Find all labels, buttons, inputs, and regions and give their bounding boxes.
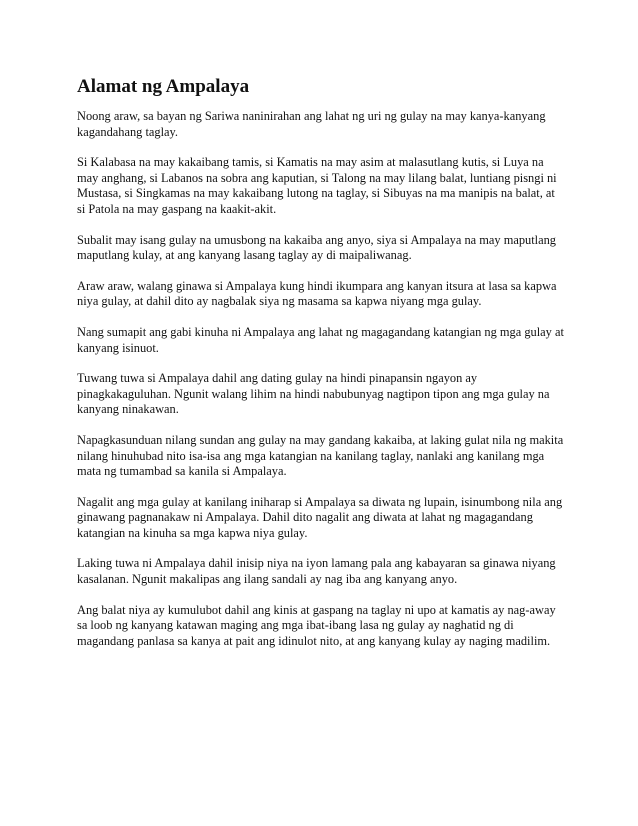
paragraph-10: Ang balat niya ay kumulubot dahil ang kinis at gaspang na taglay ni upo at kamatis ay nag-away sa loob ng kanyang katawan maging ang mga ibat-ibang lasa ng gulay ay naghatid ng di magandang panlasa sa kanya at pait ang idinulot nito, at ang kanyang kulay ay naging madilim. [77, 602, 556, 648]
paragraph-5: Nang sumapit ang gabi kinuha ni Ampalaya ang lahat ng magagandang katangian ng mga gulay at kanyang isinuot. [77, 324, 564, 355]
paragraph-7: Napagkasunduan nilang sundan ang gulay na may gandang kakaiba, at laking gulat nila ng makita nilang hinuhubad nito isa-isa ang mga katangian na kanilang taglay, nanlaki ang kanilang mga mata ng tumambad sa kanila si Ampalaya. [77, 432, 564, 479]
paragraph-4: Araw araw, walang ginawa si Ampalaya kung hindi ikumpara ang kanyan itsura at lasa sa kapwa niya gulay, at dahil dito ay nagbalak siya ng masama sa kapwa niyang mga gulay. [77, 278, 557, 309]
document-page [77, 75, 564, 664]
paragraph-6: Tuwang tuwa si Ampalaya dahil ang dating gulay na hindi pinapansin ngayon ay pinagkakaguluhan. Ngunit walang lihim na hindi nabubunyag nagtipon tipon ang mga gulay na kanyang ninakawan. [77, 371, 550, 417]
paragraph-3: Subalit may isang gulay na umusbong na kakaiba ang anyo, siya si Ampalaya na may maputlang maputlang kulay, at ang kanyang lasang taglay ay di maipaliwanag. [77, 232, 556, 263]
paragraph-9: Laking tuwa ni Ampalaya dahil inisip niya na iyon lamang pala ang kabayaran sa ginawa niyang kasalanan. Ngunit makalipas ang ilang sandali ay nag iba ang kanyang anyo. [77, 556, 556, 587]
paragraph-2: Si Kalabasa na may kakaibang tamis, si Kamatis na may asim at malasutlang kutis, si Luya na may anghang, si Labanos na sobra ang kaputian, si Talong na may lilang balat, luntiang pisngi ni Mustasa, si Singkamas na may kakaibang lutong na taglay, si Sibuyas na ma manipis na balat, at si Patola na may gaspang na kaakit-akit. [77, 155, 557, 216]
paragraph-8: Nagalit ang mga gulay at kanilang iniharap si Ampalaya sa diwata ng lupain, isinumbong nila ang ginawang pagnanakaw ni Ampalaya. Dahil dito nagalit ang diwata at lahat ng magagandang katangian na kinuha sa mga kapwa niya gulay. [77, 494, 563, 540]
paragraph-1: Noong araw, sa bayan ng Sariwa naninirahan ang lahat ng uri ng gulay na may kanya-kanyang kagandahang taglay. [77, 109, 546, 139]
document-title: Alamat ng Ampalaya [77, 76, 250, 97]
